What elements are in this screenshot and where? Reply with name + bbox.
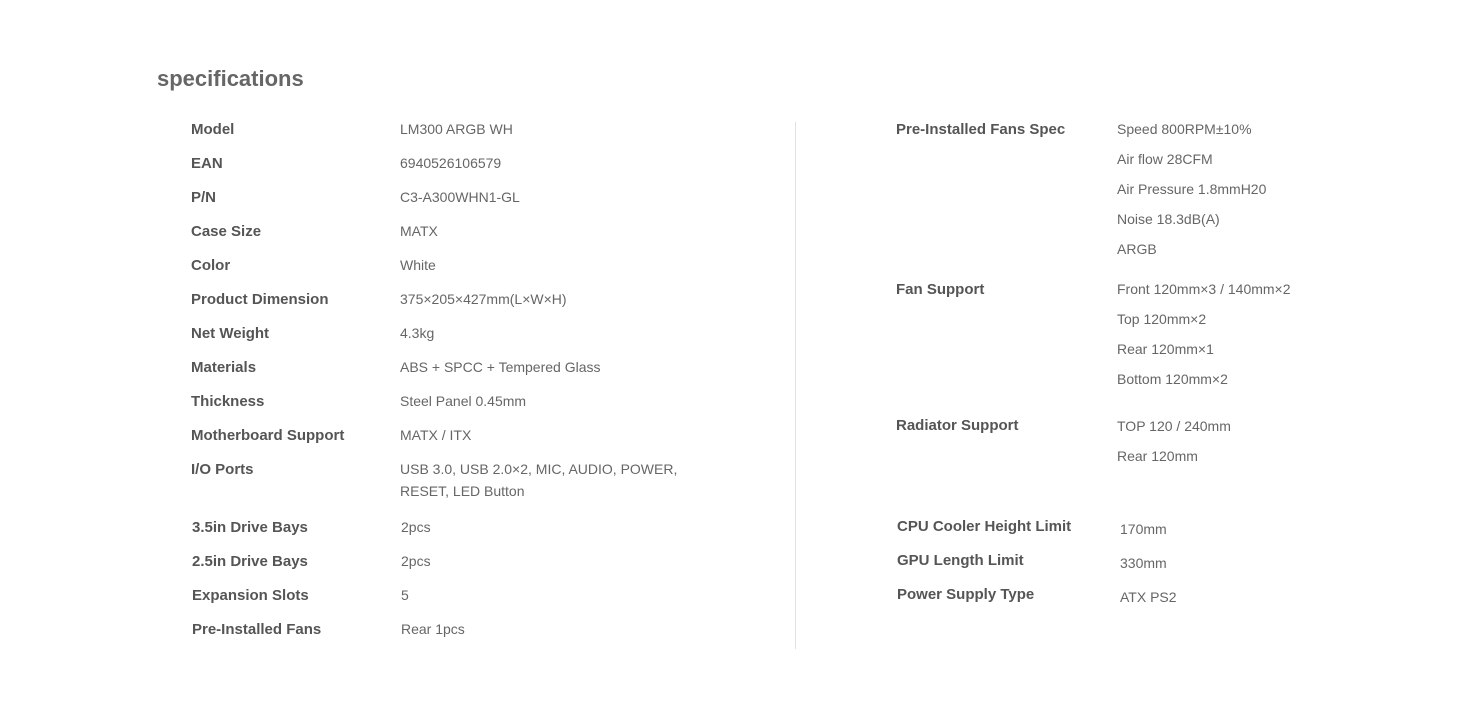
spec-value: Bottom 120mm×2 — [1117, 371, 1228, 387]
spec-value: Air Pressure 1.8mmH20 — [1117, 181, 1267, 197]
spec-label: 2.5in Drive Bays — [192, 553, 308, 570]
spec-value-list — [1117, 411, 1231, 471]
spec-label: Power Supply Type — [897, 586, 1035, 603]
spec-value: ATX PS2 — [1120, 589, 1177, 605]
spec-value: LM300 ARGB WH — [400, 121, 513, 137]
spec-label: Radiator Support — [896, 417, 1019, 434]
spec-label: Color — [191, 257, 231, 274]
spec-label: Pre-Installed Fans — [192, 621, 322, 638]
spec-value: Speed 800RPM±10% — [1117, 121, 1252, 137]
spec-value: White — [400, 257, 436, 273]
spec-value: 5 — [401, 587, 409, 603]
spec-value: 2pcs — [401, 553, 431, 569]
section-title: specifications — [157, 66, 304, 91]
spec-label: P/N — [191, 189, 217, 206]
spec-value: TOP 120 / 240mm — [1117, 418, 1231, 434]
spec-value: ABS + SPCC + Tempered Glass — [400, 359, 601, 375]
spec-label: Thickness — [191, 393, 265, 410]
spec-value: Rear 120mm×1 — [1117, 341, 1214, 357]
spec-label: 3.5in Drive Bays — [192, 519, 308, 536]
spec-value: Steel Panel 0.45mm — [400, 393, 527, 409]
spec-value: 375×205×427mm(L×W×H) — [400, 291, 567, 307]
spec-label: Fan Support — [896, 281, 985, 298]
spec-value: 6940526106579 — [400, 155, 502, 171]
column-divider — [795, 122, 796, 649]
spec-value: C3-A300WHN1-GL — [400, 189, 520, 205]
spec-value: Rear 120mm — [1117, 448, 1198, 464]
spec-label: EAN — [191, 155, 223, 172]
spec-label: Expansion Slots — [192, 587, 309, 604]
spec-value: 170mm — [1120, 521, 1167, 537]
spec-label: Product Dimension — [191, 291, 329, 308]
spec-label: Net Weight — [191, 325, 270, 342]
spec-label: Model — [191, 121, 235, 138]
spec-value: 2pcs — [401, 519, 431, 535]
spec-label: Pre-Installed Fans Spec — [896, 121, 1066, 138]
spec-value-list — [1117, 274, 1291, 394]
spec-value: USB 3.0, USB 2.0×2, MIC, AUDIO, POWER, RESET, LED Button — [400, 461, 678, 499]
spec-label: I/O Ports — [191, 461, 254, 478]
spec-value: Rear 1pcs — [401, 621, 465, 637]
spec-value: MATX — [400, 223, 438, 239]
spec-value: MATX / ITX — [400, 427, 472, 443]
spec-value: 4.3kg — [400, 325, 435, 341]
spec-value: Noise 18.3dB(A) — [1117, 211, 1220, 227]
spec-value: 330mm — [1120, 555, 1167, 571]
spec-label: Motherboard Support — [191, 427, 345, 444]
spec-value: Air flow 28CFM — [1117, 151, 1213, 167]
spec-value-list — [1117, 114, 1266, 264]
spec-label: Case Size — [191, 223, 262, 240]
spec-label: Materials — [191, 359, 257, 376]
spec-value: ARGB — [1117, 241, 1157, 257]
spec-label: GPU Length Limit — [897, 552, 1024, 569]
spec-value: Top 120mm×2 — [1117, 311, 1207, 327]
spec-label: CPU Cooler Height Limit — [897, 518, 1072, 535]
spec-value: Front 120mm×3 / 140mm×2 — [1117, 281, 1291, 297]
